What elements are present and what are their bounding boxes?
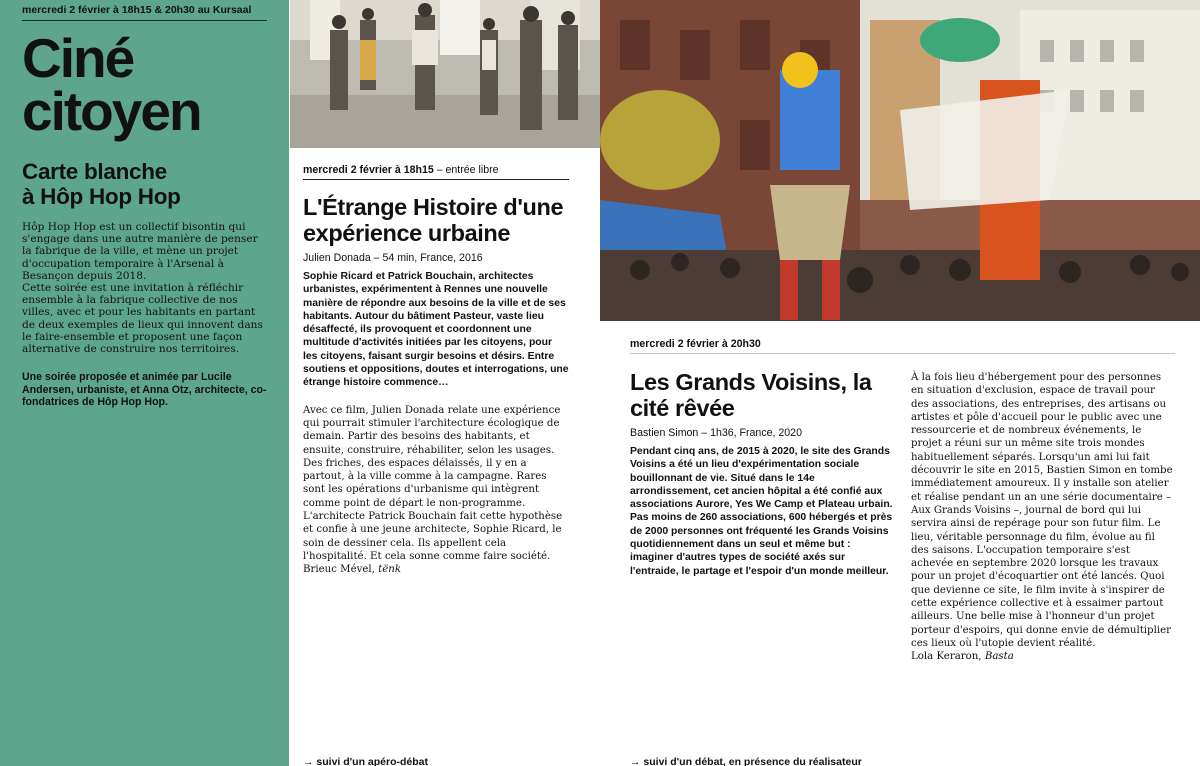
event-1-review-text: Avec ce film, Julien Donada relate une expérience qui pourrait stimuler l'architecture écologique de demain. Partir des besoins des habitants, et ensuite, construire, réhabiliter, selon les usages. Des friches, des espaces délaissés, il y en a partout, à la ville comme à la campagne. Rares sont les opérations d'urbanisme qui intègrent comme point de départ le non-programme. L'architecte Patrick Bouchain fait cette hypothèse et confie à une jeune architecte, Sophie Ricard, le soin de dessiner cela. Ils appellent cela l'hospitalité. Et cela sonne comme faire société. [303, 404, 563, 562]
event-2-film-title: Les Grands Voisins, la cité rêvée [630, 369, 872, 421]
event-2-main-column [630, 354, 894, 664]
intro-paragraph-1: Hôp Hop Hop est un collectif bisontin qui s'engage dans une autre manière de penser la fabrique de la ville, et mène un projet d'occupation temporaire à l'Arsenal à Besançon depuis 2018. [22, 221, 258, 282]
parade-photo [600, 0, 1200, 321]
event-1-review [303, 404, 569, 577]
intro-text [22, 221, 267, 355]
event-2-film-meta: Bastien Simon – 1h36, France, 2020 [630, 427, 802, 439]
page-title [22, 27, 267, 142]
event-1-footer: → suivi d'un apéro-débat [303, 756, 429, 766]
event-2-review [911, 354, 1175, 664]
event-1-date-rest: – entrée libre [433, 164, 499, 176]
event-2-review-author: Lola Keraron, [911, 651, 985, 663]
credits-text: Une soirée proposée et animée par Lucile Andersen, urbaniste, et Anna Otz, architecte, co-fondatrices de Hôp Hop Hop. [22, 371, 267, 409]
event-1-synopsis: Sophie Ricard et Patrick Bouchain, architectes urbanistes, expérimentent à Rennes une nouvelle manière de répondre aux besoins de la ville et de ses habitants. Autour du bâtiment Pasteur, vaste lieu désaffecté, ils provoquent et coordonnent une multitude d'activités initiées par les citoyens, pour les citoyens, faisant surgir besoins et désirs. Entre soutiens et oppositions, doutes et interrogations, une étrange histoire commence… [303, 271, 569, 389]
event-2-footer: → suivi d'un débat, en présence du réalisateur [630, 756, 862, 766]
event-1-review-source: tënk [378, 564, 401, 576]
workshop-photo [290, 0, 600, 148]
event-2-synopsis: Pendant cinq ans, de 2015 à 2020, le site des Grands Voisins a été un lieu d'expérimentation sociale bouillonnant de vie. Situé dans le 14e arrondissement, cet ancien hôpital a été confié aux associations Aurore, Yes We Camp et Plateau urbain. Pas moins de 260 associations, 600 hébergés et près de 2000 personnes ont fréquenté les Grands Voisins quotidiennement dans un seul et même but : imaginer d'autres types de société axés sur l'entraide, le partage et l'espoir d'un monde meilleur. [630, 446, 893, 577]
subtitle-line2: à Hôp Hop Hop [22, 184, 181, 209]
event-2-review-source: Basta [984, 651, 1014, 663]
page-title-line1: Ciné [22, 27, 134, 89]
event-1-film-meta: Julien Donada – 54 min, France, 2016 [303, 252, 483, 264]
subtitle-line1: Carte blanche [22, 159, 167, 184]
intro-paragraph-2: Cette soirée est une invitation à réfléchir ensemble à la fabrique collective de nos villes, avec et pour les habitants en partant de deux exemples de lieux qui innovent dans le faire-ensemble et proposent une façon alternative de construire nos territoires. [22, 282, 263, 356]
event-1-film-title: L'Étrange Histoire d'une expérience urbaine [303, 194, 564, 246]
subtitle [22, 159, 267, 209]
event-1-date-bold: mercredi 2 février à 18h15 [303, 164, 434, 176]
event-1-review-author: Brieuc Mével, [303, 564, 379, 576]
event-1 [303, 164, 569, 577]
event-2-review-text: À la fois lieu d'hébergement pour des personnes en situation d'exclusion, espace de travail pour des associations, des entreprises, des artisans ou artistes et pôle d'accueil pour le public avec une ressourcerie et de nombreux événements, le projet a réuni sur un même site trois mondes habituellement séparés. Lorsqu'un ami lui fait découvrir le site en 2015, Bastien Simon en tombe immédiatement amoureux. Il y installe son atelier et réalise pendant un an une série documentaire – Aux Grands Voisins –, journal de bord qui lui servira ainsi de repérage pour son futur film. Le lieu, véritable personnage du film, évolue au fil des saisons. L'occupation temporaire s'est achevée en septembre 2020 lorsque les travaux pour un projet d'écoquartier ont été lancés. Quoi que devienne ce site, le film invite à s'inspirer de cette expérience collective et à essaimer partout ailleurs. Une belle mise à l'honneur d'un projet porteur d'espoirs, qui donne envie de démultiplier ces lieux où l'utopie devient réalité. [911, 372, 1173, 649]
event-1-date [303, 164, 569, 180]
event-2-date [630, 338, 1175, 354]
event-2-date-bold: mercredi 2 février à 20h30 [630, 338, 761, 350]
left-column [0, 0, 289, 766]
event-2 [630, 338, 1175, 664]
event-date-header: mercredi 2 février à 18h15 & 20h30 au Kursaal [22, 0, 267, 21]
page-title-line2: citoyen [22, 80, 201, 142]
